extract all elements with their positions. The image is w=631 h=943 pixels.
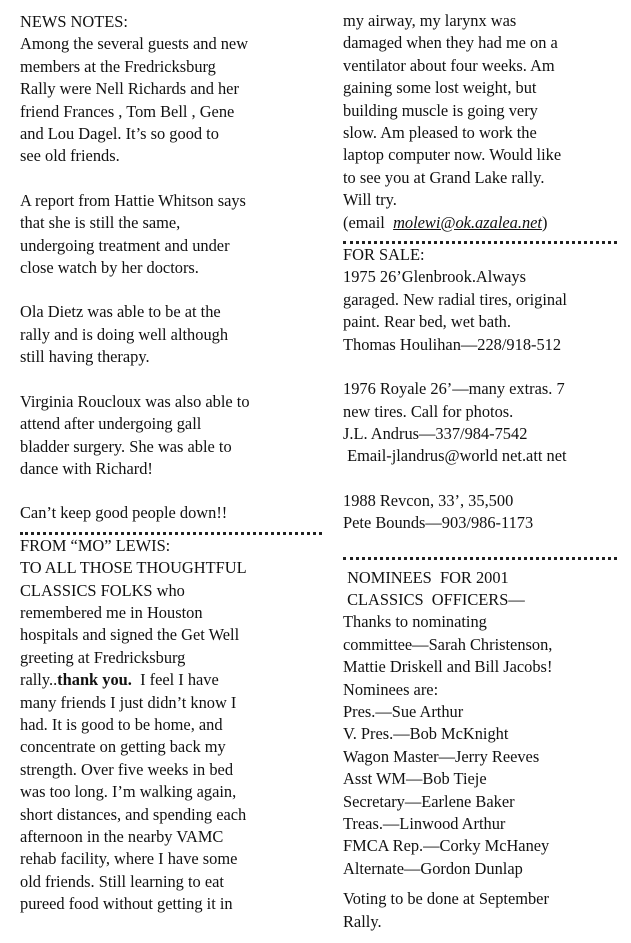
for-sale-line: J.L. Andrus—337/984-7542 xyxy=(343,423,528,443)
mo-lewis-line: had. It is good to be home, and xyxy=(20,714,223,734)
news-notes-line: Rally were Nell Richards and her xyxy=(20,79,239,99)
paragraph-line: that she is still the same, xyxy=(20,213,181,233)
mo-lewis-line: concentrate on getting back my xyxy=(20,737,226,757)
right-dotted-divider-top xyxy=(343,241,617,244)
mo-lewis-line: afternoon in the nearby VAMC xyxy=(20,827,224,846)
mo-lewis-line: pureed food without getting it in xyxy=(20,894,233,914)
mo-lewis-line: to see you at Grand Lake rally. xyxy=(343,167,545,187)
nominees-line: Thanks to nominating xyxy=(343,612,487,632)
mo-lewis-line: ventilator about four weeks. Am xyxy=(343,55,555,75)
mo-lewis-line: hospitals and signed the Get Well xyxy=(20,625,240,645)
for-sale-line: Thomas Houlihan—228/918-512 xyxy=(343,334,562,354)
news-notes-line: Among the several guests and new xyxy=(20,34,249,54)
for-sale-section xyxy=(343,244,628,356)
nominees-heading: NOMINEES FOR 2001 xyxy=(343,567,509,587)
mo-lewis-line: old friends. Still learning to eat xyxy=(20,871,224,891)
paragraph-line: Ola Dietz was able to be at the xyxy=(20,302,221,322)
officer-line: V. Pres.—Bob McKnight xyxy=(343,724,509,744)
email-suffix: ) xyxy=(541,212,548,232)
mo-lewis-line: laptop computer now. Would like xyxy=(343,145,562,165)
for-sale-line: 1975 26’Glenbrook.Always xyxy=(343,267,527,287)
officer-line: Pres.—Sue Arthur xyxy=(343,701,464,721)
paragraph-line: undergoing treatment and under xyxy=(20,235,230,255)
news-notes-line: and Lou Dagel. It’s so good to xyxy=(20,124,219,144)
mo-lewis-line: greeting at Fredricksburg xyxy=(20,647,186,667)
for-sale-line: 1976 Royale 26’—many extras. 7 xyxy=(343,379,565,399)
officer-line: Asst WM—Bob Tieje xyxy=(343,769,487,789)
thank-you-bold: thank you. xyxy=(57,670,132,690)
voting-line: Rally. xyxy=(343,911,382,931)
officer-line: Alternate—Gordon Dunlap xyxy=(343,858,523,878)
paragraph-line: dance with Richard! xyxy=(20,458,153,478)
email-prefix: (email xyxy=(343,212,394,232)
officer-line: Treas.—Linwood Arthur xyxy=(343,814,506,833)
mo-lewis-line: rehab facility, where I have some xyxy=(20,849,238,869)
nominees-section xyxy=(343,567,628,881)
for-sale-item-3 xyxy=(343,490,628,535)
mo-lewis-line: many friends I just didn’t know I xyxy=(20,692,237,712)
mo-lewis-line: TO ALL THOSE THOUGHTFUL xyxy=(20,558,247,578)
nominees-line: Mattie Driskell and Bill Jacobs! xyxy=(343,657,553,677)
ola-paragraph xyxy=(20,301,320,368)
rally-prefix: rally.. xyxy=(20,670,58,690)
rally-suffix: I feel I have xyxy=(131,670,219,690)
mo-lewis-line: gaining some lost weight, but xyxy=(343,78,537,98)
news-notes-line: members at the Fredricksburg xyxy=(20,56,216,76)
nominees-line: Nominees are: xyxy=(343,679,439,699)
news-notes-section xyxy=(20,11,320,168)
mo-lewis-section xyxy=(20,535,320,916)
for-sale-line: garaged. New radial tires, original xyxy=(343,289,567,309)
email-link[interactable]: molewi@ok.azalea.net xyxy=(393,212,542,232)
for-sale-line: Pete Bounds—903/986-1173 xyxy=(343,513,534,533)
right-dotted-divider-bottom xyxy=(343,557,617,560)
mo-lewis-line: slow. Am pleased to work the xyxy=(343,123,537,143)
voting-line: Voting to be done at September xyxy=(343,889,549,909)
for-sale-item-2 xyxy=(343,378,628,468)
paragraph-line: A report from Hattie Whitson says xyxy=(20,190,246,210)
mo-lewis-line: strength. Over five weeks in bed xyxy=(20,759,234,779)
mo-lewis-line: Will try. xyxy=(343,190,397,210)
officer-line: Wagon Master—Jerry Reeves xyxy=(343,746,540,766)
paragraph-line: Virginia Roucloux was also able to xyxy=(20,391,250,411)
for-sale-line: Email-jlandrus@world net.att net xyxy=(343,446,567,466)
virginia-paragraph xyxy=(20,391,320,481)
mo-lewis-line: building muscle is going very xyxy=(343,100,538,120)
nominees-line: committee—Sarah Christenson, xyxy=(343,634,553,654)
paragraph-line: close watch by her doctors. xyxy=(20,258,199,278)
paragraph-line: still having therapy. xyxy=(20,347,150,367)
mo-lewis-line: my airway, my larynx was xyxy=(343,11,517,30)
voting-paragraph xyxy=(343,888,628,933)
for-sale-line: 1988 Revcon, 33’, 35,500 xyxy=(343,490,514,510)
left-column xyxy=(20,0,320,916)
closing-line: Can’t keep good people down!! xyxy=(20,503,228,523)
mo-lewis-continued xyxy=(343,10,628,234)
for-sale-line: paint. Rear bed, wet bath. xyxy=(343,312,511,332)
for-sale-line: new tires. Call for photos. xyxy=(343,401,514,421)
officer-line: Secretary—Earlene Baker xyxy=(343,791,515,811)
closing-paragraph xyxy=(20,502,320,524)
mo-lewis-line: short distances, and spending each xyxy=(20,804,247,824)
paragraph-line: rally and is doing well although xyxy=(20,324,229,344)
mo-lewis-line: damaged when they had me on a xyxy=(343,33,558,53)
right-column xyxy=(343,0,628,933)
news-notes-line: see old friends. xyxy=(20,146,120,166)
officer-line: FMCA Rep.—Corky McHaney xyxy=(343,836,550,856)
news-notes-heading: NEWS NOTES: xyxy=(20,12,128,31)
mo-lewis-heading: FROM “MO” LEWIS: xyxy=(20,535,171,555)
email-line xyxy=(343,212,628,234)
paragraph-line: bladder surgery. She was able to xyxy=(20,436,232,456)
paragraph-line: attend after undergoing gall xyxy=(20,414,202,434)
news-notes-line: friend Frances , Tom Bell , Gene xyxy=(20,101,235,121)
hattie-paragraph xyxy=(20,190,320,280)
mo-lewis-line: was too long. I’m walking again, xyxy=(20,782,237,802)
mo-lewis-line: remembered me in Houston xyxy=(20,602,203,622)
mo-lewis-thank-line xyxy=(20,669,320,691)
mo-lewis-line: CLASSICS FOLKS who xyxy=(20,580,185,600)
left-dotted-divider xyxy=(20,532,322,535)
for-sale-heading: FOR SALE: xyxy=(343,245,425,265)
nominees-heading: CLASSICS OFFICERS— xyxy=(343,589,525,609)
